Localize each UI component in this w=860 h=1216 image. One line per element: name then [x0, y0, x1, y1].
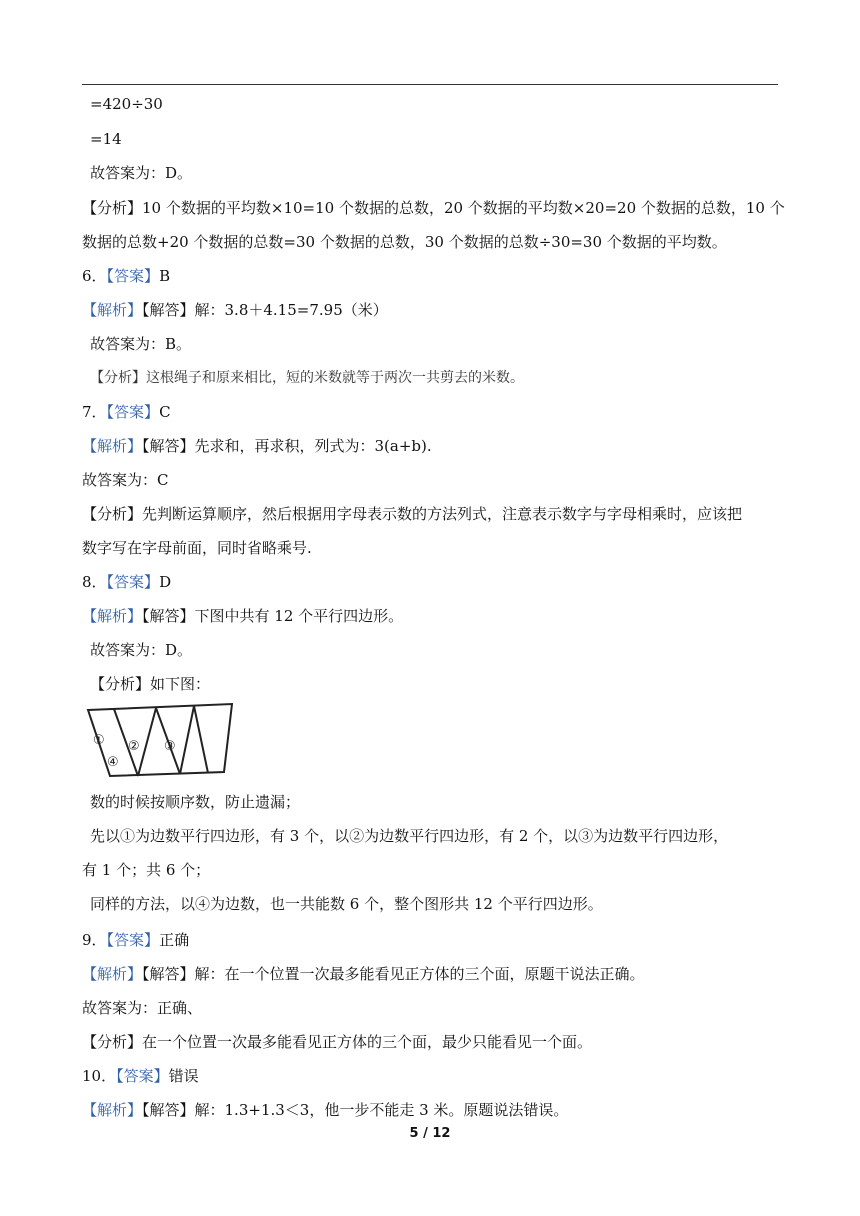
header-rule	[82, 84, 778, 85]
analysis-line: 【分析】这根绳子和原来相比，短的米数就等于两次一共剪去的米数。	[90, 370, 524, 386]
text-line: 故答案为：D。	[90, 641, 193, 659]
analysis-line: 【分析】如下图：	[90, 675, 211, 693]
text-line: 同样的方法，以④为边数，也一共能数 6 个，整个图形共 12 个平行四边形。	[90, 895, 603, 913]
explain-tag: 【解析】	[82, 965, 143, 983]
answer-tag: 【答案】	[106, 267, 160, 285]
answer-tag: 【答案】	[106, 403, 160, 421]
solution-line: 【解析】【解答】下图中共有 12 个平行四边形。	[82, 607, 404, 625]
question-8-answer: 8．【答案】D	[82, 573, 172, 591]
explain-tag: 【解析】	[82, 301, 143, 319]
explain-tag: 【解析】	[82, 607, 143, 625]
text-line: 故答案为：D。	[90, 164, 193, 182]
explain-tag: 【解析】	[82, 1101, 143, 1119]
answer-tag: 【答案】	[106, 573, 160, 591]
answer-tag: 【答案】	[106, 931, 160, 949]
analysis-line: 【分析】在一个位置一次最多能看见正方体的三个面，最少只能看见一个面。	[82, 1033, 593, 1051]
text-line: 数的时候按顺序数，防止遗漏；	[90, 793, 301, 811]
parallelogram-figure	[84, 700, 236, 778]
figure-line	[180, 706, 194, 774]
analysis-tag: 【分析】	[82, 199, 143, 217]
text-line: 数据的总数+20 个数据的总数=30 个数据的总数，30 个数据的总数÷30=30 个数据的平均数。	[82, 233, 727, 251]
figure-label-4: ④	[107, 755, 119, 770]
question-6-answer: 6．【答案】B	[82, 267, 171, 285]
question-7-answer: 7．【答案】C	[82, 403, 171, 421]
figure-line	[138, 708, 156, 776]
answer-tag: 【答案】	[116, 1067, 169, 1085]
text-line: =420÷30	[90, 95, 163, 113]
analysis-line: 【分析】先判断运算顺序，然后根据用字母表示数的方法列式，注意表示数字与字母相乘时，应该把	[82, 505, 743, 523]
question-10-answer: 10．【答案】错误	[82, 1067, 199, 1085]
figure-label-1: ①	[93, 733, 105, 748]
figure-label-2: ②	[128, 739, 140, 754]
analysis-line: 【分析】10 个数据的平均数×10=10 个数据的总数，20 个数据的平均数×20=20 个数据的总数，10 个	[82, 199, 785, 217]
text-line: 有 1 个；共 6 个；	[82, 861, 211, 879]
text-line: 故答案为：正确、	[82, 999, 203, 1017]
solution-line: 【解析】【解答】解：1.3+1.3＜3，他一步不能走 3 米。原题说法错误。	[82, 1101, 569, 1119]
solution-line: 【解析】【解答】解：3.8＋4.15=7.95（米）	[82, 301, 388, 319]
explain-tag: 【解析】	[82, 437, 143, 455]
solution-line: 【解析】【解答】解：在一个位置一次最多能看见正方体的三个面，原题干说法正确。	[82, 965, 645, 983]
question-9-answer: 9．【答案】正确	[82, 931, 190, 949]
page-number: 5 / 12	[409, 1126, 451, 1141]
solution-line: 【解析】【解答】先求和，再求积，列式为：3(a+b).	[82, 437, 432, 455]
figure-line	[194, 706, 208, 773]
figure-label-3: ③	[164, 739, 176, 754]
text-line: 先以①为边数平行四边形，有 3 个，以②为边数平行四边形，有 2 个，以③为边数平行四边形，	[90, 827, 729, 845]
text-line: 故答案为：C	[82, 471, 169, 489]
text-line: =14	[90, 130, 122, 148]
text-line: 故答案为：B。	[90, 335, 192, 353]
text-line: 数字写在字母前面，同时省略乘号.	[82, 539, 312, 557]
